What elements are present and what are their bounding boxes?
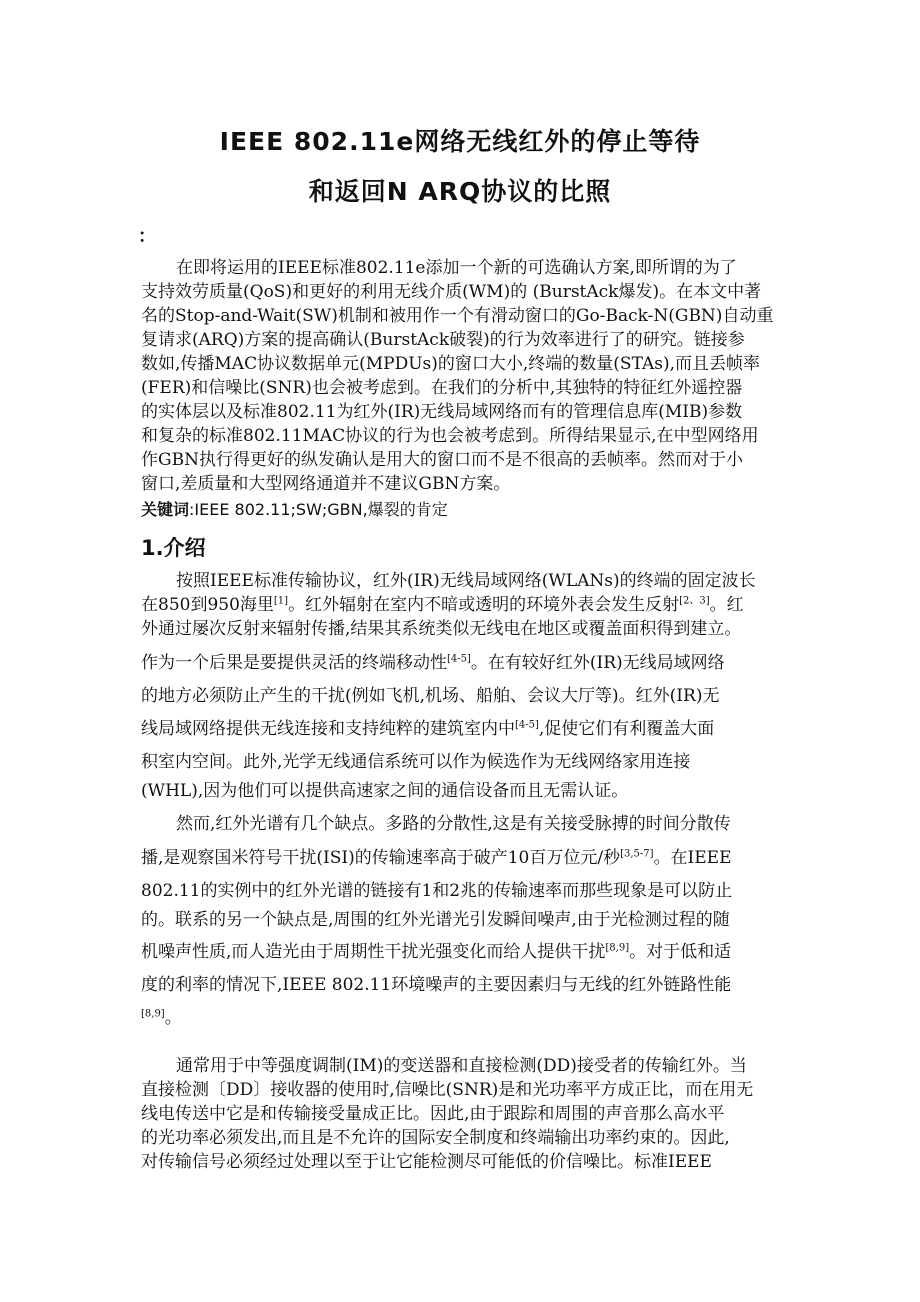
text-line: 在即将运用的IEEE标准802.11e添加一个新的可选确认方案,即所谓的为了 bbox=[176, 258, 737, 278]
text-line: 积室内空间。此外,光学无线通信系统可以作为候选作为无线网络家用连接 bbox=[141, 752, 691, 772]
text-line: [8,9]。 bbox=[141, 1008, 182, 1028]
citation: [3,5-7] bbox=[620, 848, 654, 860]
citation: [1] bbox=[273, 595, 289, 607]
section-heading: 1.介绍 bbox=[141, 536, 206, 560]
text-line: 和复杂的标准802.11MAC协议的行为也会被考虑到。所得结果显示,在中型网络用 bbox=[141, 426, 759, 446]
citation: [8,9] bbox=[605, 942, 630, 954]
text-line: (FER)和信噪比(SNR)也会被考虑到。在我们的分析中,其独特的特征红外遥控器 bbox=[141, 378, 743, 398]
text-line: 线局域网络提供无线连接和支持纯粹的建筑室内中[4-5],促使它们有利覆盖大面 bbox=[141, 719, 715, 739]
text-line: 支持效劳质量(QoS)和更好的利用无线介质(WM)的 (BurstAck爆发)。在本文中著 bbox=[141, 282, 762, 302]
text-line: 播,是观察国米符号干扰(ISI)的传输速率高于破产10百万位元/秒[3,5-7]。在IEEE bbox=[141, 848, 732, 868]
text-line: 数如,传播MAC协议数据单元(MPDUs)的窗口大小,终端的数量(STAs),而且丢帧率 bbox=[141, 354, 761, 374]
text-line: 复请求(ARQ)方案的提高确认(BurstAck破裂)的行为效率进行了的研究。链接参 bbox=[141, 330, 745, 350]
text-line: (WHL),因为他们可以提供高速家之间的通信设备而且无需认证。 bbox=[141, 781, 629, 801]
text-line: 线电传送中它是和传输接受量成正比。因此,由于跟踪和周围的声音那么高水平 bbox=[141, 1104, 725, 1124]
text-line: 作GBN执行得更好的纵发确认是用大的窗口而不是不很高的丢帧率。然而对于小 bbox=[141, 450, 743, 470]
title-line-2: 和返回N ARQ协议的比照 bbox=[308, 177, 612, 206]
text-line: 作为一个后果是要提供灵活的终端移动性[4-5]。在有较好红外(IR)无线局域网络 bbox=[141, 653, 725, 673]
text-line: 名的Stop-and-Wait(SW)机制和被用作一个有滑动窗口的Go-Back-N(GBN)自动重 bbox=[141, 306, 774, 326]
abstract-marker: ： bbox=[138, 226, 156, 247]
keywords bbox=[141, 497, 448, 520]
abstract-paragraph bbox=[141, 256, 801, 496]
keywords-text: :IEEE 802.11;SW;GBN,爆裂的肯定 bbox=[189, 500, 448, 519]
citation: [2、3] bbox=[679, 595, 710, 607]
title-line-1: IEEE 802.11e网络无线红外的停止等待 bbox=[219, 127, 701, 156]
citation: [4-5] bbox=[447, 653, 471, 665]
intro-paragraph-2 bbox=[141, 812, 801, 1035]
citation: [8,9] bbox=[141, 1008, 165, 1020]
intro-paragraph-1 bbox=[141, 569, 801, 803]
text-line: 在850到950海里[1]。红外辐射在室内不暗或透明的环境外表会发生反射[2、3]。红 bbox=[141, 595, 744, 615]
intro-paragraph-3 bbox=[141, 1054, 801, 1174]
text-line: 按照IEEE标准传输协议，红外(IR)无线局域网络(WLANs)的终端的固定波长 bbox=[176, 571, 756, 591]
text-line: 然而,红外光谱有几个缺点。多路的分散性,这是有关接受脉搏的时间分散传 bbox=[176, 814, 731, 834]
text-line: 机噪声性质,而人造光由于周期性干扰光强变化而给人提供干扰[8,9]。对于低和适 bbox=[141, 942, 732, 962]
keywords-label: 关键词 bbox=[141, 500, 190, 519]
text-line: 外通过屡次反射来辐射传播,结果其系统类似无线电在地区或覆盖面积得到建立。 bbox=[141, 619, 742, 639]
text-line: 通常用于中等强度调制(IM)的变送器和直接检测(DD)接受者的传输红外。当 bbox=[176, 1056, 747, 1076]
text-line: 度的利率的情况下,IEEE 802.11环境噪声的主要因素归与无线的红外链路性能 bbox=[141, 975, 732, 995]
citation: [4-5] bbox=[515, 719, 539, 731]
text-line: 对传输信号必须经过处理以至于让它能检测尽可能低的价信噪比。标准IEEE bbox=[141, 1152, 712, 1172]
text-line: 802.11的实例中的红外光谱的链接有1和2兆的传输速率而那些现象是可以防止 bbox=[141, 881, 733, 901]
text-line: 窗口,差质量和大型网络通道并不建议GBN方案。 bbox=[141, 474, 511, 494]
text-line: 的光功率必须发出,而且是不允许的国际安全制度和终端输出功率约束的。因此, bbox=[141, 1128, 730, 1148]
text-line: 的。联系的另一个缺点是,周围的红外光谱光引发瞬间噪声,由于光检测过程的随 bbox=[141, 910, 730, 930]
text-line: 的实体层以及标准802.11为红外(IR)无线局域网络而有的管理信息库(MIB)参数 bbox=[141, 402, 743, 422]
text-line: 直接检测〔DD〕接收器的使用时,信噪比(SNR)是和光功率平方成正比，而在用无 bbox=[141, 1080, 754, 1100]
text-line: 的地方必须防止产生的干扰(例如飞机,机场、船舶、会议大厅等)。红外(IR)无 bbox=[141, 686, 720, 706]
